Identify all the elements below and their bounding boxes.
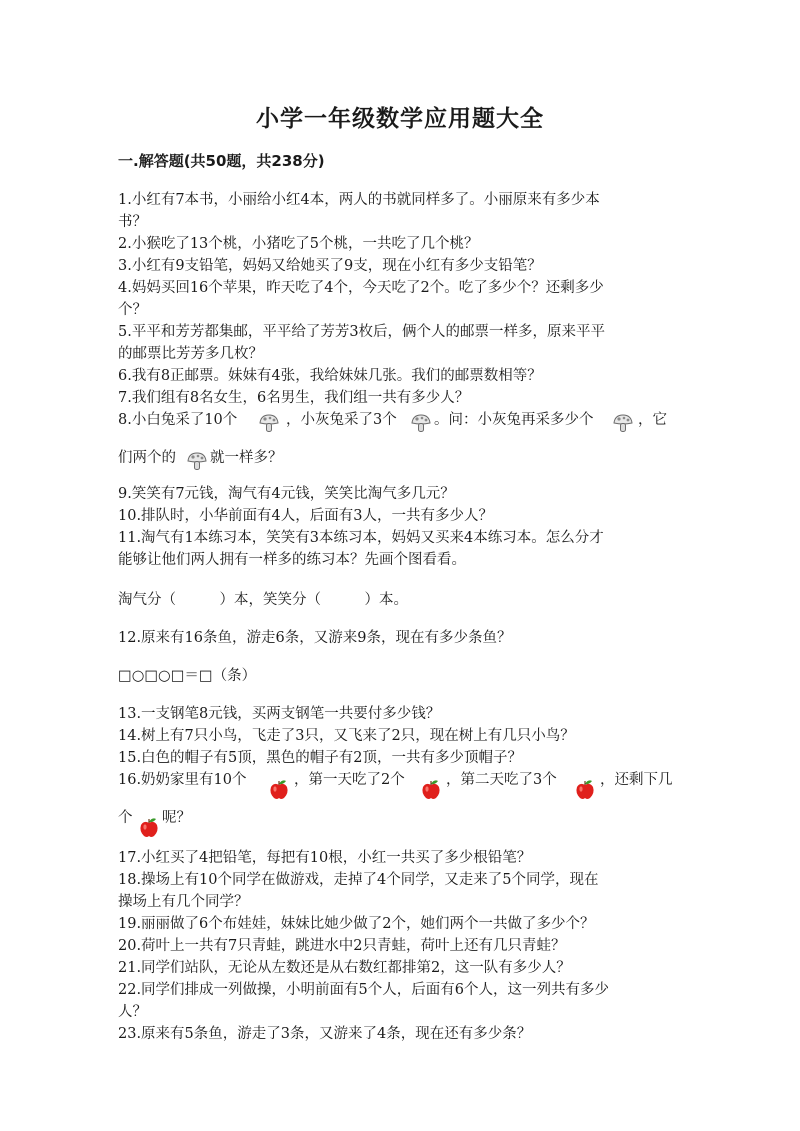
question-line: 呢？	[162, 810, 191, 826]
mushroom-icon	[186, 450, 208, 472]
question-line: 操场上有几个同学？	[118, 894, 249, 910]
question-line: 15.白色的帽子有5顶，黑色的帽子有2顶，一共有多少顶帽子？	[118, 750, 523, 766]
question-line: 。问：小灰兔再采多少个	[434, 412, 594, 428]
question-line: 23.原来有5条鱼，游走了3条，又游来了4条，现在还有多少条？	[118, 1026, 532, 1042]
question-line: ，它	[638, 412, 667, 428]
question-line: 能够让他们两人拥有一样多的练习本？先画个图看看。	[118, 552, 466, 568]
apple-icon	[420, 778, 442, 800]
question-line: 20.荷叶上一共有7只青蛙，跳进水中2只青蛙，荷叶上还有几只青蛙？	[118, 938, 566, 954]
question-line: 7.我们组有8名女生，6名男生，我们组一共有多少人？	[118, 390, 470, 406]
question-line: 19.丽丽做了6个布娃娃，妹妹比她少做了2个，她们两个一共做了多少个？	[118, 916, 595, 932]
question-line: 个	[118, 810, 133, 826]
question-line: 8.小白兔采了10个	[118, 412, 238, 428]
question-line: 12.原来有16条鱼，游走6条，又游来9条，现在有多少条鱼？	[118, 630, 512, 646]
question-line: 1.小红有7本书，小丽给小红4本，两人的书就同样多了。小丽原来有多少本	[118, 192, 600, 208]
question-line: 6.我有8正邮票。妹妹有4张，我给妹妹几张。我们的邮票数相等？	[118, 368, 542, 384]
question-line: 的邮票比芳芳多几枚？	[118, 346, 263, 362]
question-line: 11.淘气有1本练习本，笑笑有3本练习本，妈妈又买来4本练习本。怎么分才	[118, 530, 604, 546]
question-line: 人？	[118, 1004, 147, 1020]
question-line: 书？	[118, 214, 147, 230]
question-line: 9.笑笑有7元钱，淘气有4元钱，笑笑比淘气多几元？	[118, 486, 455, 502]
question-line: 18.操场上有10个同学在做游戏，走掉了4个同学，又走来了5个同学，现在	[118, 872, 599, 888]
question-line: 17.小红买了4把铅笔，每把有10根，小红一共买了多少根铅笔？	[118, 850, 532, 866]
question-line: □○□○□＝□（条）	[118, 668, 257, 684]
question-line: 2.小猴吃了13个桃，小猪吃了5个桃，一共吃了几个桃？	[118, 236, 479, 252]
question-line: ，第二天吃了3个	[446, 772, 557, 788]
question-line: ，第一天吃了2个	[294, 772, 405, 788]
question-line: 4.妈妈买回16个苹果，昨天吃了4个，今天吃了2个。吃了多少个？还剩多少	[118, 280, 604, 296]
question-line: 21.同学们站队，无论从左数还是从右数红都排第2，这一队有多少人？	[118, 960, 571, 976]
mushroom-icon	[258, 412, 280, 434]
question-line: 就一样多？	[210, 450, 283, 466]
question-line: 22.同学们排成一列做操，小明前面有5个人，后面有6个人，这一列共有多少	[118, 982, 610, 998]
question-line: 个？	[118, 302, 147, 318]
question-line: ，还剩下几	[600, 772, 673, 788]
question-line: 们两个的	[118, 450, 176, 466]
question-line: 13.一支钢笔8元钱，买两支钢笔一共要付多少钱？	[118, 706, 441, 722]
question-line: ，小灰兔采了3个	[286, 412, 397, 428]
question-line: 5.平平和芳芳都集邮，平平给了芳芳3枚后，俩个人的邮票一样多，原来平平	[118, 324, 606, 340]
question-line: 3.小红有9支铅笔，妈妈又给她买了9支，现在小红有多少支铅笔？	[118, 258, 542, 274]
page-title: 小学一年级数学应用题大全	[256, 106, 544, 132]
apple-icon	[138, 816, 160, 838]
question-line: 16.奶奶家里有10个	[118, 772, 247, 788]
apple-icon	[574, 778, 596, 800]
mushroom-icon	[410, 412, 432, 434]
question-line: 淘气分（ ）本，笑笑分（ ）本。	[118, 592, 408, 608]
section-heading: 一.解答题(共50题，共238分)	[118, 152, 325, 170]
question-line: 10.排队时，小华前面有4人，后面有3人，一共有多少人？	[118, 508, 494, 524]
question-line: 14.树上有7只小鸟，飞走了3只，又飞来了2只，现在树上有几只小鸟？	[118, 728, 575, 744]
mushroom-icon	[612, 412, 634, 434]
apple-icon	[268, 778, 290, 800]
